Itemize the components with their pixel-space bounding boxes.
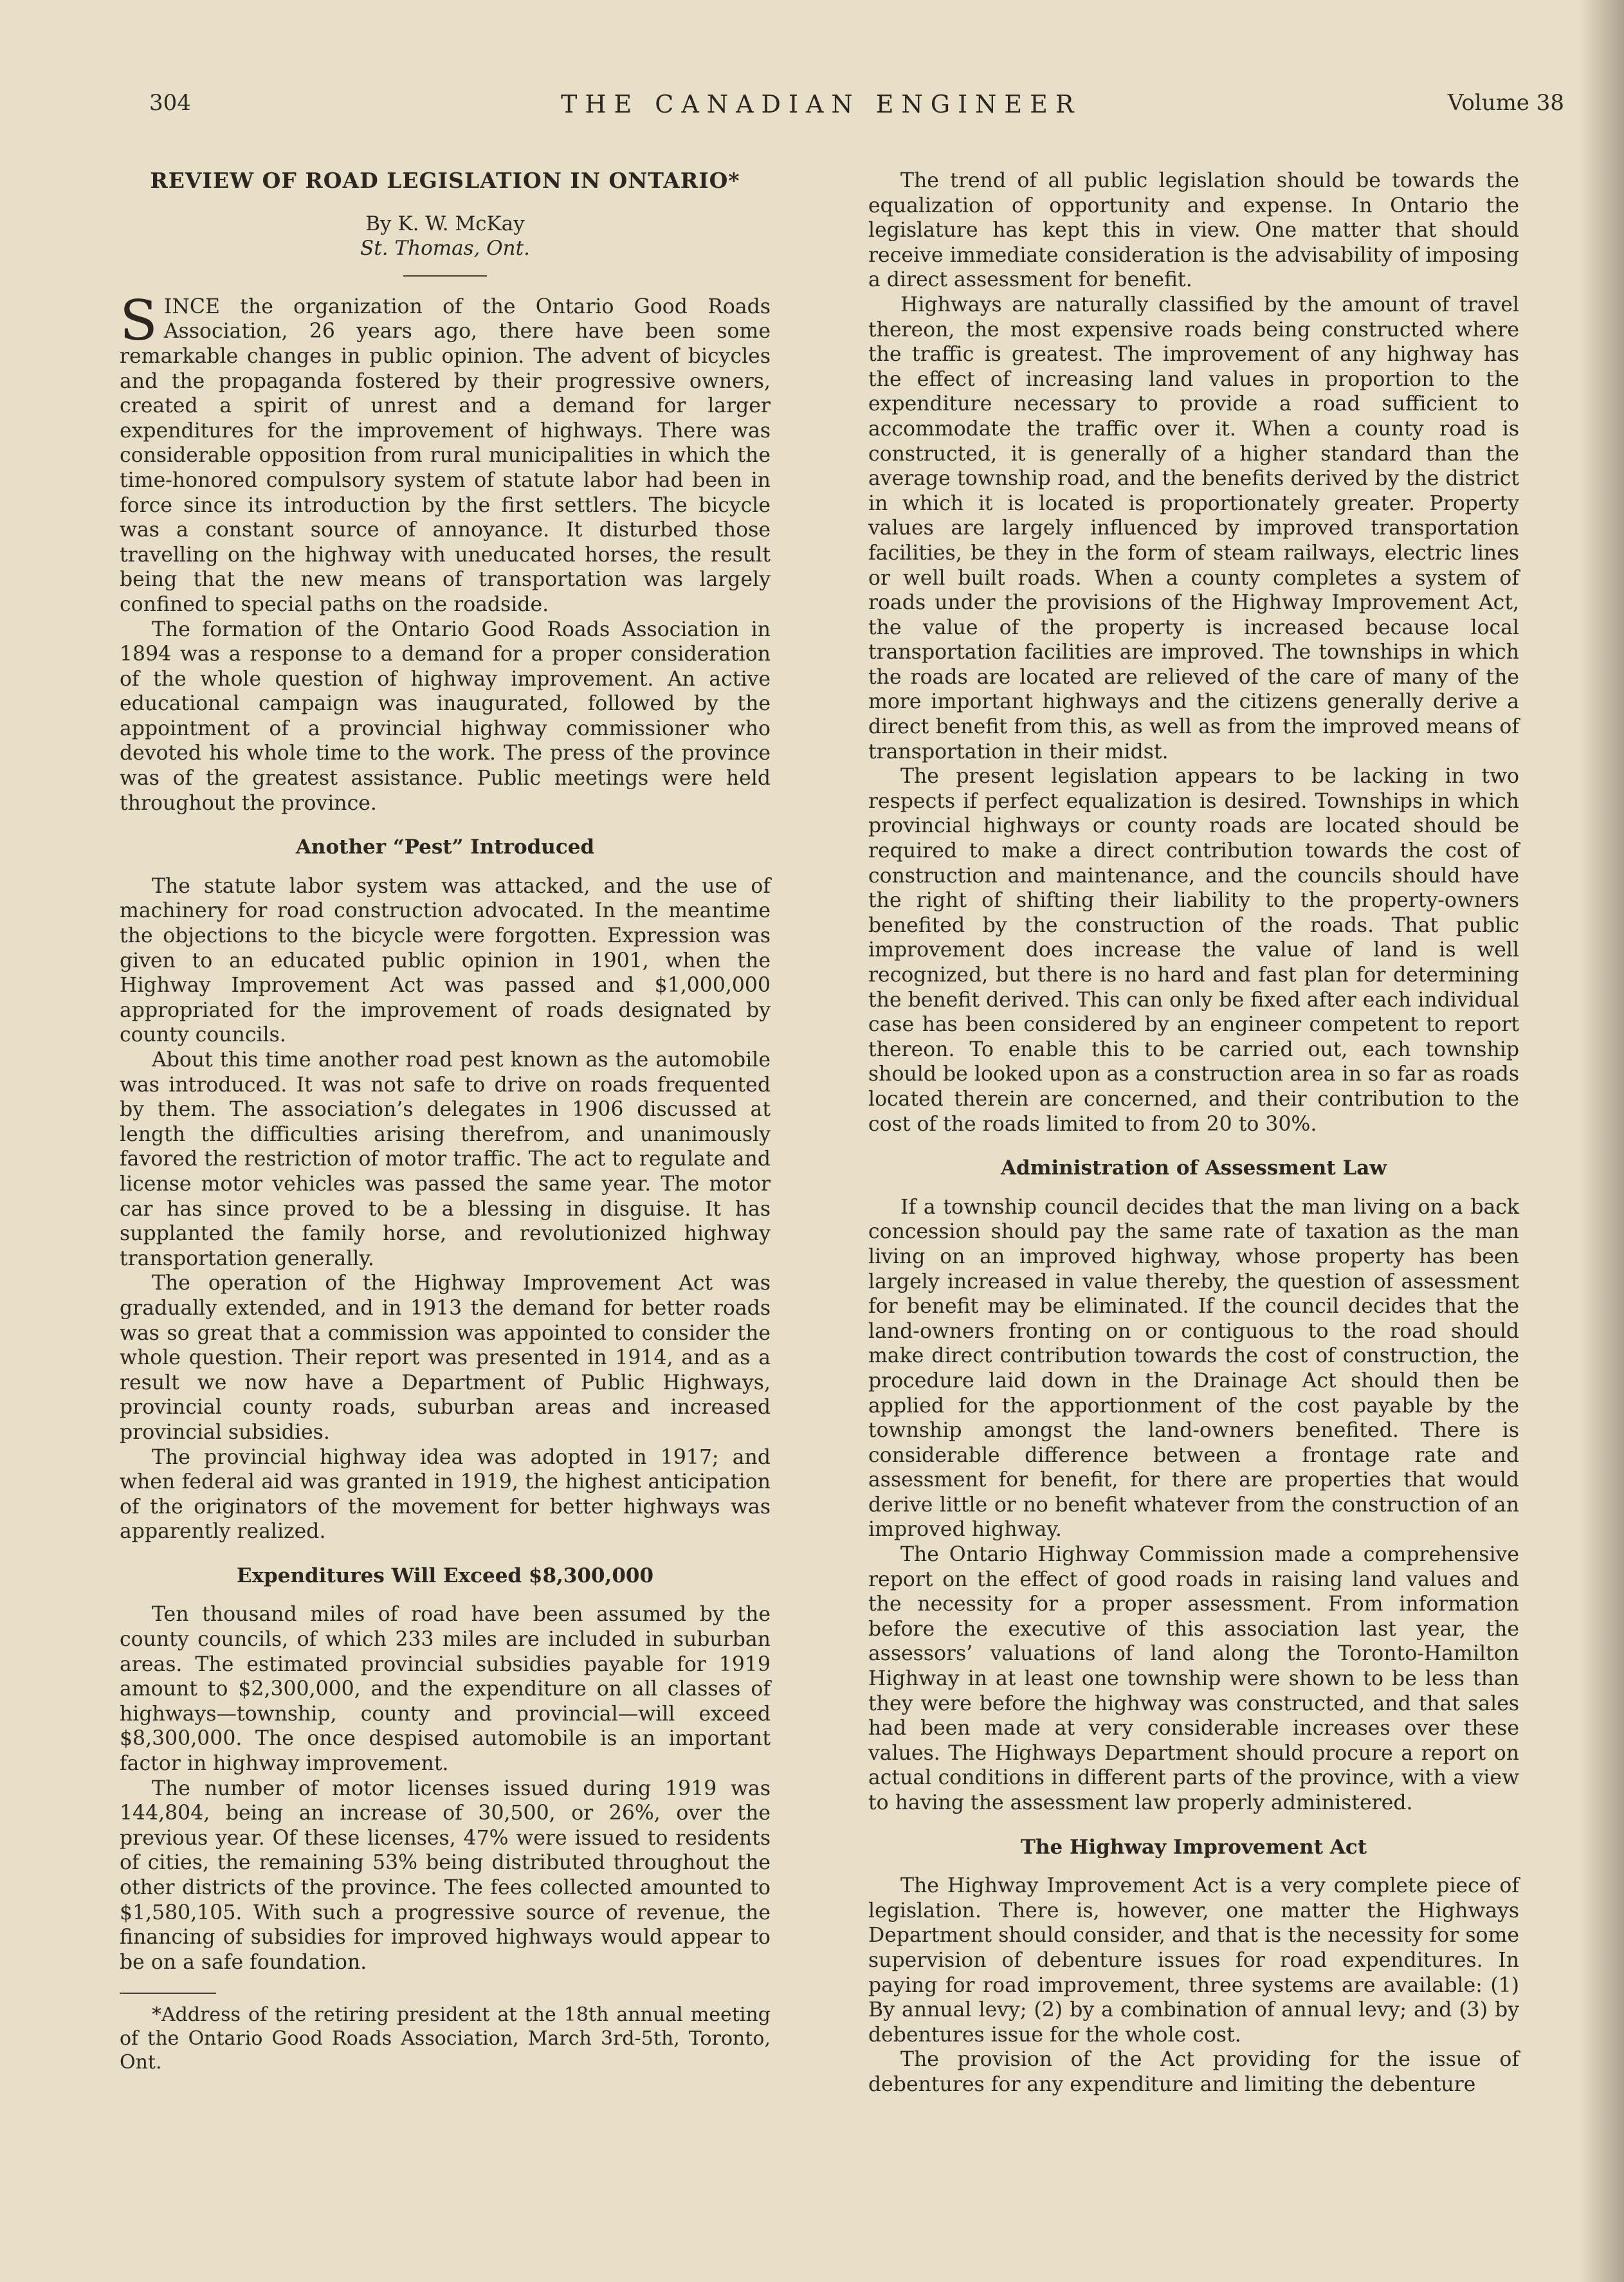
paragraph [120,288,771,617]
article-byline: By K. W. McKay [365,212,525,235]
title-rule [403,275,487,277]
section-heading: The Highway Improvement Act [1020,1835,1367,1859]
paragraph: The Ontario Highway Commission made a comprehensive report on the effect of good roads in raising land values and the necessity for a proper assessment. From information before the executive of this association last year, the assessors’ valuations of land along the Toronto-Hamilton Highway in at least one township were shown to be less than they were before the highway was constructed, and that sales had been made at very considerable increases over these values. The Highways Department should procure a report on actual conditions in different parts of the province, with a view to having the assessment law properly administered. [868,1543,1519,1814]
footnote-rule [120,1993,216,1994]
journal-title: THE CANADIAN ENGINEER [561,90,1082,118]
paragraph: The formation of the Ontario Good Roads Association in 1894 was a response to a demand for a proper consideration of the whole question of highway improvement. An active educational campaign was inaugurated, followed by the appointment of a provincial highway commissioner who devoted his whole time to the work. The press of the province was of the greatest assistance. Public meetings were held throughout the province. [120,617,771,815]
paragraph: Highways are naturally classified by the amount of travel thereon, the most expensive roads being constructed where the traffic is greatest. The improvement of any highway has the effect of increasing land values in proportion to the expenditure necessary to provide a road sufficient to accommodate the traffic over it. When a county road is constructed, it is generally of a higher standard than the average township road, and the benefits derived by the district in which it is located is proportionately greater. Property values are largely influenced by improved transportation facilities, be they in the form of steam railways, electric lines or well built roads. When a county completes a system of roads under the provisions of the Highway Improvement Act, the value of the property is increased because local transportation facilities are improved. The townships in which the roads are located are relieved of the care of many of the more important highways and the citizens generally derive a direct benefit from this, as well as from the improved means of transportation in their midst. [868,293,1519,763]
paragraph: The trend of all public legislation should be towards the equalization of opportunity and expense. In Ontario the legislature has kept this in view. One matter that should receive immediate consideration is the advisability of imposing a direct assessment for benefit. [868,169,1519,292]
page-edge-shadow [1579,0,1624,2282]
paragraph: The Highway Improvement Act is a very complete piece of legislation. There is, however, one matter the Highways Department should consider, and that is the necessity for some supervision of debenture issues for road expenditures. In paying for road improvement, three systems are available: (1) By annual levy; (2) by a combination of annual levy; and (3) by debentures issue for the whole cost. [868,1874,1519,2047]
paragraph: The provision of the Act providing for the issue of debentures for any expenditure and limiting the debenture [868,2048,1519,2096]
volume-label: Volume 38 [1447,90,1564,116]
paragraph: The present legislation appears to be lacking in two respects if perfect equalization is desired. Townships in which provincial highways or county roads are located should be required to make a direct contribution towards the cost of construction and maintenance, and the councils should have the right of shifting their liability to the property-owners benefited by the construction of the roads. That public improvement does increase the value of land is well recognized, but there is no hard and fast plan for determining the benefit derived. This can only be fixed after each individual case has been considered by an engineer competent to report thereon. To enable this to be carried out, each township should be looked upon as a construction area in so far as roads located therein are concerned, and their contribution to the cost of the roads limited to from 20 to 30%. [868,765,1519,1136]
section-heading: Administration of Assessment Law [1000,1156,1387,1180]
paragraph: The statute labor system was attacked, and the use of machinery for road construction advocated. In the meantime the objections to the bicycle were forgotten. Expression was given to an educated public opinion in 1901, when the Highway Improvement Act was passed and $1,000,000 appropriated for the improvement of roads designated by county councils. [120,874,771,1047]
running-header [149,90,1564,129]
paragraph: If a township council decides that the man living on a back concession should pay the same rate of taxation as the man living on an improved highway, whose property has been largely increased in value thereby, the question of assessment for benefit may be eliminated. If the council decides that the land-owners fronting on or contiguous to the road should make direct contribution towards the cost of construction, the procedure laid down in the Drainage Act should then be applied for the apportionment of the cost payable by the township amongst the land-owners benefited. There is considerable difference between a frontage rate and assessment for benefit, for there are properties that would derive little or no benefit whatever from the construction of an improved highway. [868,1195,1519,1542]
article-title: REVIEW OF ROAD LEGISLATION IN ONTARIO* [150,168,740,193]
page-number: 304 [149,90,191,116]
left-column [120,169,771,2074]
paragraph: Ten thousand miles of road have been assumed by the county councils, of which 233 miles are included in suburban areas. The estimated provincial subsidies payable for 1919 amount to $2,300,000, and the expenditure on all classes of highways—township, county and provincial—will exceed $8,300,000. The once despised automobile is an important factor in highway improvement. [120,1603,771,1776]
drop-cap: S [120,288,158,353]
paragraph: The operation of the Highway Improvement Act was gradually extended, and in 1913 the demand for better roads was so great that a commission was appointed to consider the whole question. Their report was presented in 1914, and as a result we now have a Department of Public Highways, provincial county roads, suburban areas and increased provincial subsidies. [120,1272,771,1444]
paragraph-text: INCE the organization of the Ontario Good Roads Association, 26 years ago, there have been some remarkable changes in public opinion. The advent of bicycles and the propaganda fostered by their progressive owners, created a spirit of unrest and a demand for larger expenditures for the improvement of highways. There was considerable opposition from rural municipalities in which the time-honored compulsory system of statute labor had been in force since its introduction by the first settlers. The bicycle was a constant source of annoyance. It disturbed those travelling on the highway with uneducated horses, the result being that the new means of transportation was largely confined to special paths on the roadside. [120,295,771,616]
right-column [868,169,1519,2097]
paragraph: The number of motor licenses issued during 1919 was 144,804, being an increase of 30,500, or 26%, over the previous year. Of these licenses, 47% were issued to residents of cities, the remaining 53% being distributed throughout the other districts of the province. The fees collected amounted to $1,580,105. With such a progressive source of revenue, the financing of subsidies for improved highways would appear to be on a safe foundation. [120,1776,771,1974]
section-heading: Expenditures Will Exceed $8,300,000 [236,1564,654,1587]
footnote: *Address of the retiring president at the 18th annual meeting of the Ontario Good Roads Association, March 3rd-5th, Toronto, Ont. [120,2004,771,2074]
paragraph: The provincial highway idea was adopted in 1917; and when federal aid was granted in 1919, the highest anticipation of the originators of the movement for better highways was apparently realized. [120,1445,771,1544]
section-heading: Another “Pest” Introduced [295,835,595,859]
author-affiliation: St. Thomas, Ont. [360,237,530,260]
paragraph: About this time another road pest known as the automobile was introduced. It was not safe to drive on roads frequented by them. The association’s delegates in 1906 discussed at length the difficulties arising therefrom, and unanimously favored the restriction of motor traffic. The act to regulate and license motor vehicles was passed the same year. The motor car has since proved to be a blessing in disguise. It has supplanted the family horse, and revolutionized highway transportation generally. [120,1048,771,1270]
